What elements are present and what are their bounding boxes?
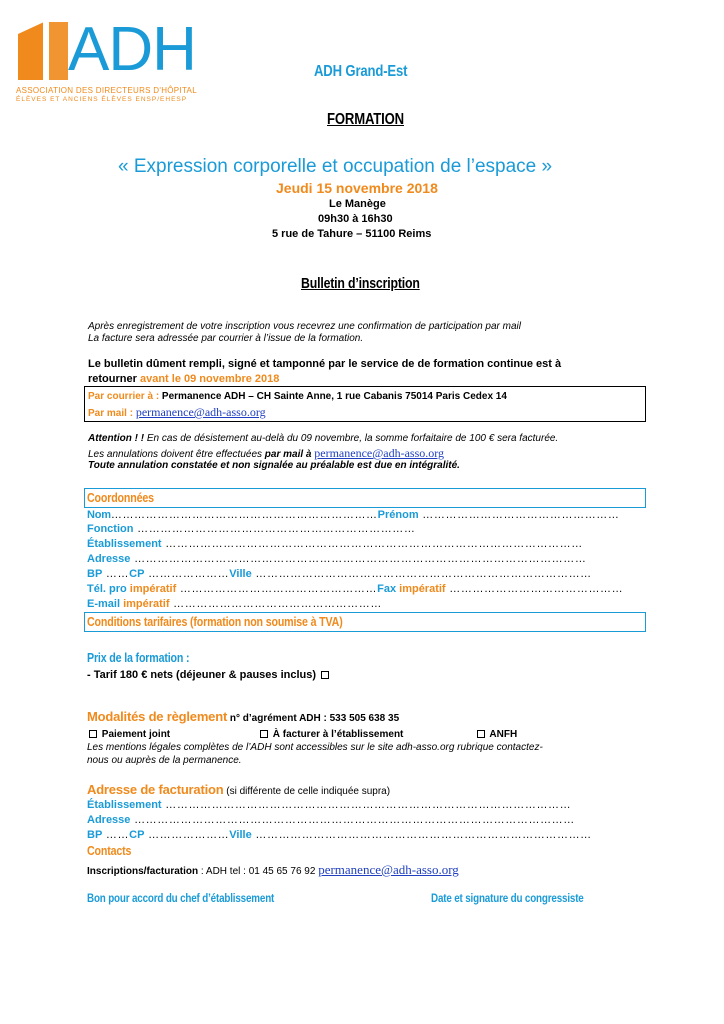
return-line-1: Le bulletin dûment rempli, signé et tamponné par le service de de formation continue est à	[88, 358, 562, 370]
attention-text: En cas de désistement au-delà du 09 novembre, la somme forfaitaire de 100 € sera facturée.	[144, 433, 559, 444]
event-date: Jeudi 15 novembre 2018	[276, 180, 438, 196]
event-address: 5 rue de Tahure – 51100 Reims	[272, 228, 432, 240]
contacts-phone: : ADH tel : 01 45 65 76 92	[198, 866, 319, 877]
fonction-label: Fonction	[87, 523, 134, 535]
payment-option-1[interactable]	[87, 729, 170, 740]
fact-adresse-label: Adresse	[87, 814, 131, 826]
facturation-note: (si différente de celle indiquée supra)	[223, 786, 391, 797]
agrement-number: n° d’agrément ADH : 533 505 638 35	[229, 713, 400, 724]
contacts-email-link[interactable]: permanence@adh-asso.org	[318, 862, 459, 877]
fax-imperatif: impératif	[396, 583, 446, 595]
facturation-line	[87, 782, 390, 797]
coordonnees-heading: Coordonnées	[87, 490, 154, 505]
adresse-label: Adresse	[87, 553, 131, 565]
logo-letters: ADH	[68, 15, 196, 84]
etablissement-label: Établissement	[87, 538, 162, 550]
cp-label: CP	[129, 568, 145, 580]
prix-heading: Prix de la formation :	[87, 650, 190, 665]
logo-mark-icon	[14, 22, 70, 80]
fact-ville-label: Ville	[229, 829, 252, 841]
tarif-text: - Tarif 180 € nets (déjeuner & pauses inclus)	[87, 669, 317, 681]
send-mail	[88, 405, 266, 420]
prenom-label: Prénom	[377, 509, 419, 521]
email-label: E-mail	[87, 598, 121, 610]
paiement-joint-label: Paiement joint	[101, 729, 171, 740]
field-email[interactable]: E-mail impératif ………………………………………………	[87, 598, 382, 610]
fact-bp-cp-ville[interactable]: BP ……CP …………………Ville ……………………………………………………………………………	[87, 829, 592, 841]
facturer-checkbox[interactable]	[260, 730, 268, 738]
email-imperatif: impératif	[120, 598, 170, 610]
fact-cp-label: CP	[129, 829, 145, 841]
attention-line-2	[88, 446, 444, 461]
ville-label: Ville	[229, 568, 252, 580]
legal-line-1: Les mentions légales complètes de l’ADH sont accessibles sur le site adh-asso.org rubrique contactez-	[87, 742, 543, 753]
fact-etablissement-label: Établissement	[87, 799, 162, 811]
field-adresse[interactable]: Adresse ………………………………………………………………………………………………………	[87, 553, 587, 565]
event-venue: Le Manège	[329, 198, 386, 210]
fact-etablissement[interactable]: Établissement ……………………………………………………………………………………………	[87, 799, 572, 811]
logo-tagline-2: ÉLÈVES ET ANCIENS ÉLÈVES ENSP/EHESP	[16, 96, 188, 103]
legal-line-2: nous ou auprès de la permanence.	[87, 755, 242, 766]
field-etablissement[interactable]: Établissement ………………………………………………………………………………………………	[87, 538, 583, 550]
fax-label: Fax	[377, 583, 397, 595]
bp-label: BP	[87, 568, 103, 580]
tel-label: Tél. pro	[87, 583, 127, 595]
field-bp-cp-ville[interactable]: BP ……CP …………………Ville ……………………………………………………………………………	[87, 568, 592, 580]
conditions-heading: Conditions tarifaires (formation non soumise à TVA)	[87, 614, 343, 629]
courrier-address: Permanence ADH – CH Sainte Anne, 1 rue Cabanis 75014 Paris Cedex 14	[159, 391, 507, 402]
return-deadline: avant le 09 novembre 2018	[139, 373, 280, 385]
attention-line-1	[88, 433, 558, 444]
paiement-joint-checkbox[interactable]	[89, 730, 97, 738]
payment-option-3[interactable]	[475, 729, 517, 740]
field-fonction[interactable]: Fonction ………………………………………………………………	[87, 523, 416, 535]
facturation-heading: Adresse de facturation	[87, 782, 224, 797]
reglement-line	[87, 709, 399, 724]
fact-adresse[interactable]: Adresse ……………………………………………………………………………………………………	[87, 814, 575, 826]
field-tel-fax[interactable]: Tél. pro impératif ……………………………………………Fax impératif ………………………………………	[87, 583, 624, 595]
facturer-label: À facturer à l’établissement	[272, 729, 404, 740]
contacts-heading: Contacts	[87, 843, 132, 858]
attention-line-3: Toute annulation constatée et non signalée au préalable est due en intégralité.	[88, 460, 460, 471]
return-line-2	[88, 373, 279, 385]
region-title: ADH Grand-Est	[314, 63, 408, 80]
reglement-heading: Modalités de règlement	[87, 709, 228, 724]
field-nom[interactable]: Nom……………………………………………………………Prénom ……………………………………………	[87, 509, 620, 521]
coordonnees-box	[84, 488, 646, 508]
send-courrier	[88, 391, 507, 402]
nom-label: Nom	[87, 509, 111, 521]
attention-label: Attention ! !	[88, 433, 145, 444]
logo-tagline-1: ASSOCIATION DES DIRECTEURS D'HÔPITAL	[16, 86, 197, 95]
event-title: « Expression corporelle et occupation de l’espace »	[118, 156, 553, 177]
courrier-label: Par courrier à :	[88, 391, 160, 402]
event-hours: 09h30 à 16h30	[318, 213, 393, 225]
return-text: retourner	[88, 373, 140, 385]
contacts-line	[87, 862, 459, 878]
intro-line-1: Après enregistrement de votre inscription vous recevrez une confirmation de participation par mail	[88, 321, 521, 332]
cancel-text: Les annulations doivent être effectuées	[88, 449, 265, 460]
tarif-checkbox[interactable]	[321, 671, 329, 679]
mail-label: Par mail :	[88, 408, 134, 419]
contacts-label: Inscriptions/facturation	[87, 866, 199, 877]
formation-title: FORMATION	[327, 111, 404, 128]
tarif-line[interactable]	[87, 669, 331, 681]
bulletin-title: Bulletin d’inscription	[301, 275, 420, 292]
anfh-checkbox[interactable]	[477, 730, 485, 738]
intro-line-2: La facture sera adressée par courrier à l’issue de la formation.	[88, 333, 364, 344]
signature-congressiste: Date et signature du congressiste	[431, 891, 584, 905]
cancel-by-mail: par mail à	[264, 449, 315, 460]
anfh-label: ANFH	[489, 729, 518, 740]
mail-link[interactable]: permanence@adh-asso.org	[135, 405, 266, 419]
payment-option-2[interactable]	[258, 729, 403, 740]
tel-imperatif: impératif	[126, 583, 177, 595]
cancel-email-link[interactable]: permanence@adh-asso.org	[314, 446, 445, 460]
fact-bp-label: BP	[87, 829, 103, 841]
signature-chef: Bon pour accord du chef d’établissement	[87, 891, 275, 905]
